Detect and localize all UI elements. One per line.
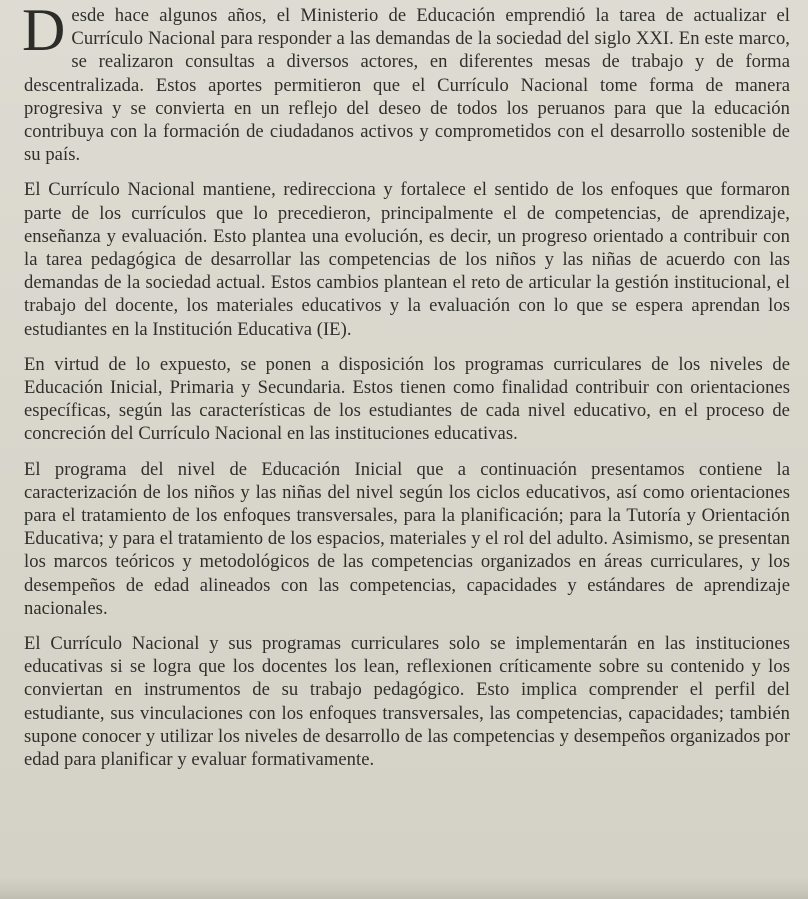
- paragraph-2: El Currículo Nacional mantiene, redirecciona y fortalece el sentido de los enfoques que formaron parte de los currículos que lo precedieron, principalmente el de competencias, de aprendizaje, enseñanza y evaluación. Esto plantea una evolución, es decir, un progreso orientado a contribuir con la tarea pedagógica de desarrollar las competencias de los niños y las niñas de acuerdo con las demandas de la sociedad actual. Estos cambios plantean el reto de articular la gestión institucional, el trabajo del docente, los materiales educativos y la evaluación con lo que se espera aprendan los estudiantes en la Institución Educativa (IE).: [24, 179, 790, 340]
- paragraph-4: El programa del nivel de Educación Inicial que a continuación presentamos contiene la caracterización de los niños y las niñas del nivel según los ciclos educativos, así como orientaciones para el tratamiento de los enfoques transversales, para la planificación; para la Tutoría y Orientación Educativa; y para el tratamiento de los espacios, materiales y el rol del adulto. Asimismo, se presentan los marcos teóricos y metodológicos de las competencias organizados en áreas curriculares, y los desempeños de edad alineados con las competencias, capacidades y estándares de aprendizaje nacionales.: [24, 458, 790, 619]
- paragraph-3: En virtud de lo expuesto, se ponen a disposición los programas curriculares de los niveles de Educación Inicial, Primaria y Secundaria. Estos tienen como finalidad contribuir con orientaciones específicas, según las características de los estudiantes de cada nivel educativo, en el proceso de concreción del Currículo Nacional en las instituciones educativas.: [24, 353, 790, 445]
- drop-cap: D: [22, 0, 66, 63]
- paragraph-1: [22, 0, 790, 166]
- page-bottom-edge: [0, 877, 808, 899]
- paragraph-5: El Currículo Nacional y sus programas curriculares solo se implementarán en las instituciones educativas si se logra que los docentes los lean, reflexionen críticamente sobre su contenido y los conviertan en instrumentos de su trabajo pedagógico. Esto implica comprender el perfil del estudiante, sus vinculaciones con los enfoques transversales, las competencias, capacidades; también supone conocer y utilizar los niveles de desarrollo de las competencias y desempeños organizados por edad para planificar y evaluar formativamente.: [24, 633, 790, 771]
- paragraph-1-text: esde hace algunos años, el Ministerio de Educación emprendió la tarea de actualizar el Currículo Nacional para responder a las demandas de la sociedad del siglo XXI. En este marco, se realizaron consultas a diversos actores, en diferentes mesas de trabajo y de forma descentralizada. Estos aportes permitieron que el Currículo Nacional tome forma de manera progresiva y se convierta en un reflejo del deseo de todos los peruanos para que la educación contribuya con la formación de ciudadanos activos y comprometidos con el desarrollo sostenible de su país.: [24, 5, 790, 166]
